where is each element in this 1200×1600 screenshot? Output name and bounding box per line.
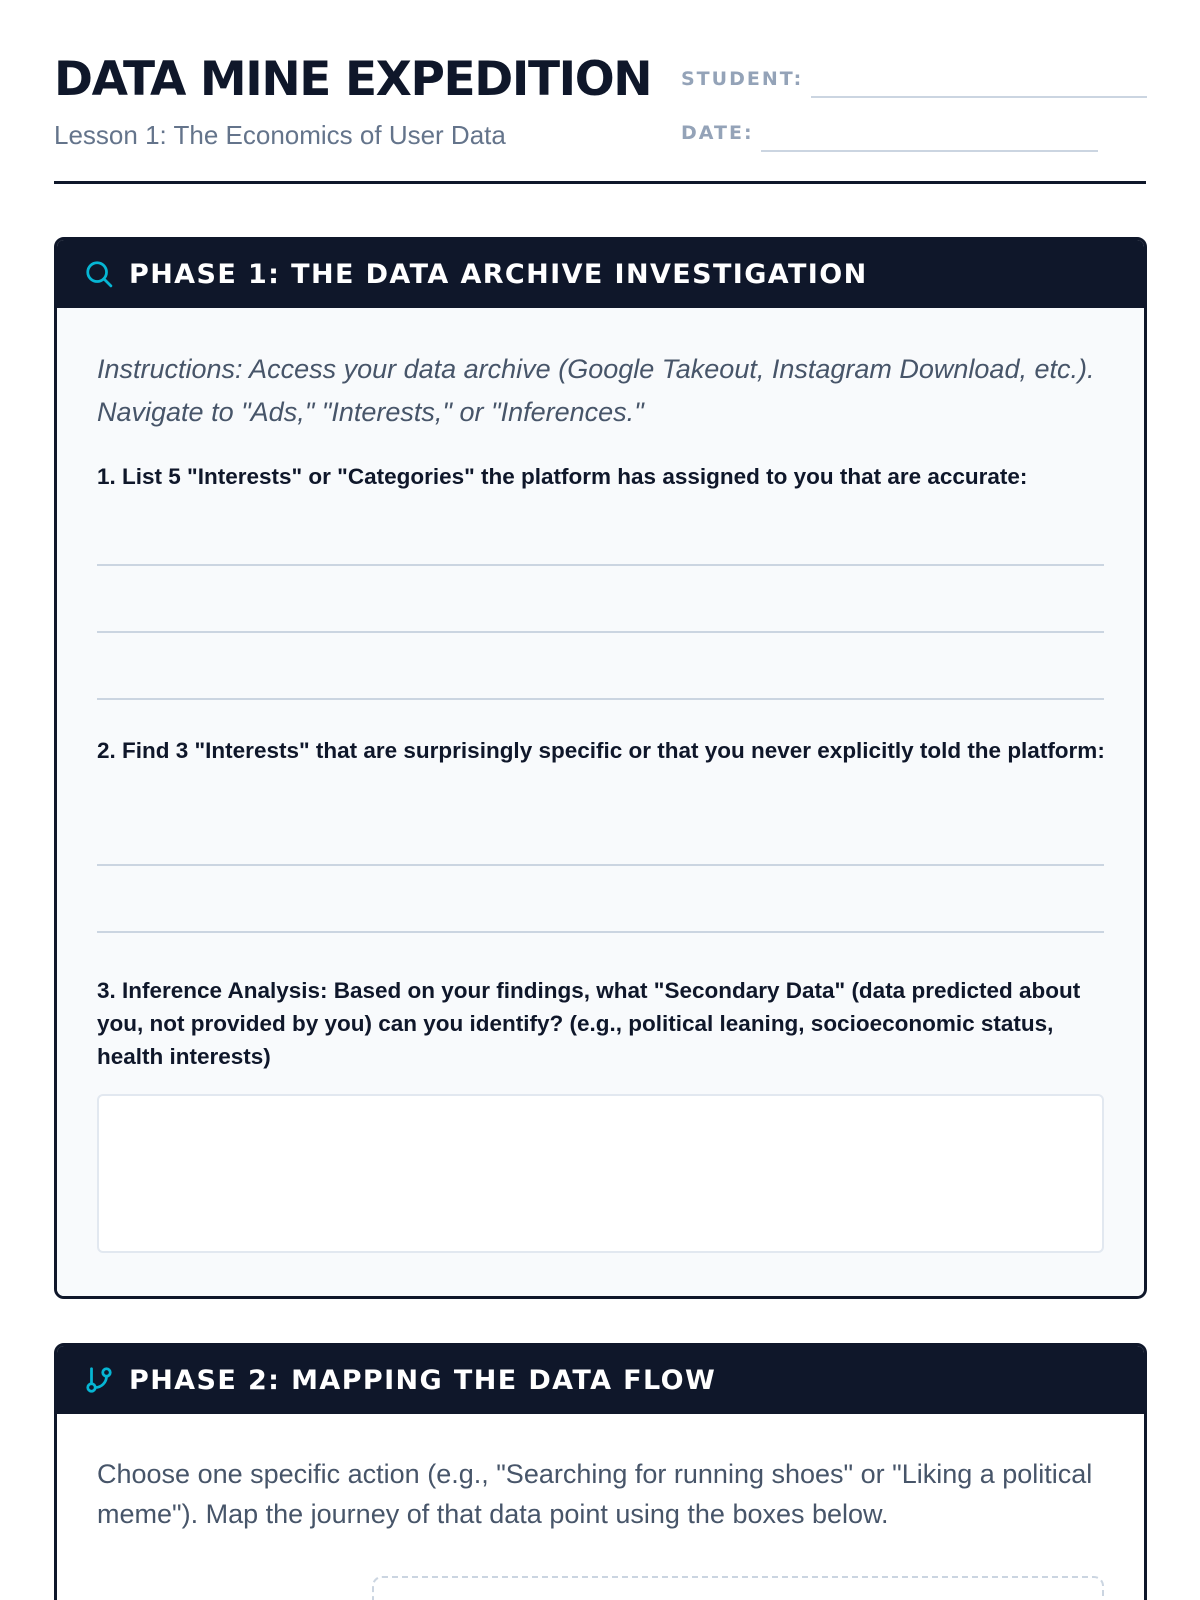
phase1-body — [57, 308, 1144, 1296]
answer-line[interactable] — [97, 931, 1104, 933]
answer-line[interactable] — [97, 698, 1104, 700]
answer-line[interactable] — [97, 564, 1104, 566]
question-1: 1. List 5 "Interests" or "Categories" the platform has assigned to you that are accurate: — [97, 464, 1028, 489]
date-label: DATE: — [681, 122, 754, 144]
student-label: STUDENT: — [681, 68, 804, 90]
phase2-title: PHASE 2: MAPPING THE DATA FLOW — [129, 1364, 717, 1396]
answer-line[interactable] — [97, 864, 1104, 866]
phase2-body — [57, 1414, 1144, 1600]
student-name-field[interactable] — [811, 96, 1147, 98]
search-icon — [83, 258, 115, 290]
git-branch-icon — [83, 1364, 115, 1396]
date-field[interactable] — [761, 150, 1098, 152]
phase2-instructions: Choose one specific action (e.g., "Searching for running shoes" or "Liking a political meme"). Map the journey of that data point using the boxes below. — [97, 1459, 1093, 1529]
phase1-card — [54, 237, 1147, 1299]
inference-answer-box[interactable] — [97, 1094, 1104, 1253]
data-flow-box[interactable] — [372, 1576, 1104, 1600]
page-title: DATA MINE EXPEDITION — [54, 52, 652, 107]
phase2-card — [54, 1343, 1147, 1600]
phase2-header — [57, 1346, 1144, 1414]
question-3: 3. Inference Analysis: Based on your findings, what "Secondary Data" (data predicted about you, not provided by you) can you identify? (e.g., political leaning, socioeconomic status, health interests) — [97, 978, 1081, 1069]
phase1-title: PHASE 1: THE DATA ARCHIVE INVESTIGATION — [129, 258, 868, 290]
phase1-header — [57, 240, 1144, 308]
question-2: 2. Find 3 "Interests" that are surprisingly specific or that you never explicitly told the platform: — [97, 738, 1105, 763]
phase1-instructions: Instructions: Access your data archive (Google Takeout, Instagram Download, etc.). Navigate to "Ads," "Interests," or "Inferences." — [97, 354, 1095, 427]
answer-line[interactable] — [97, 631, 1104, 633]
lesson-subtitle: Lesson 1: The Economics of User Data — [54, 120, 506, 150]
worksheet-header — [54, 0, 1146, 184]
